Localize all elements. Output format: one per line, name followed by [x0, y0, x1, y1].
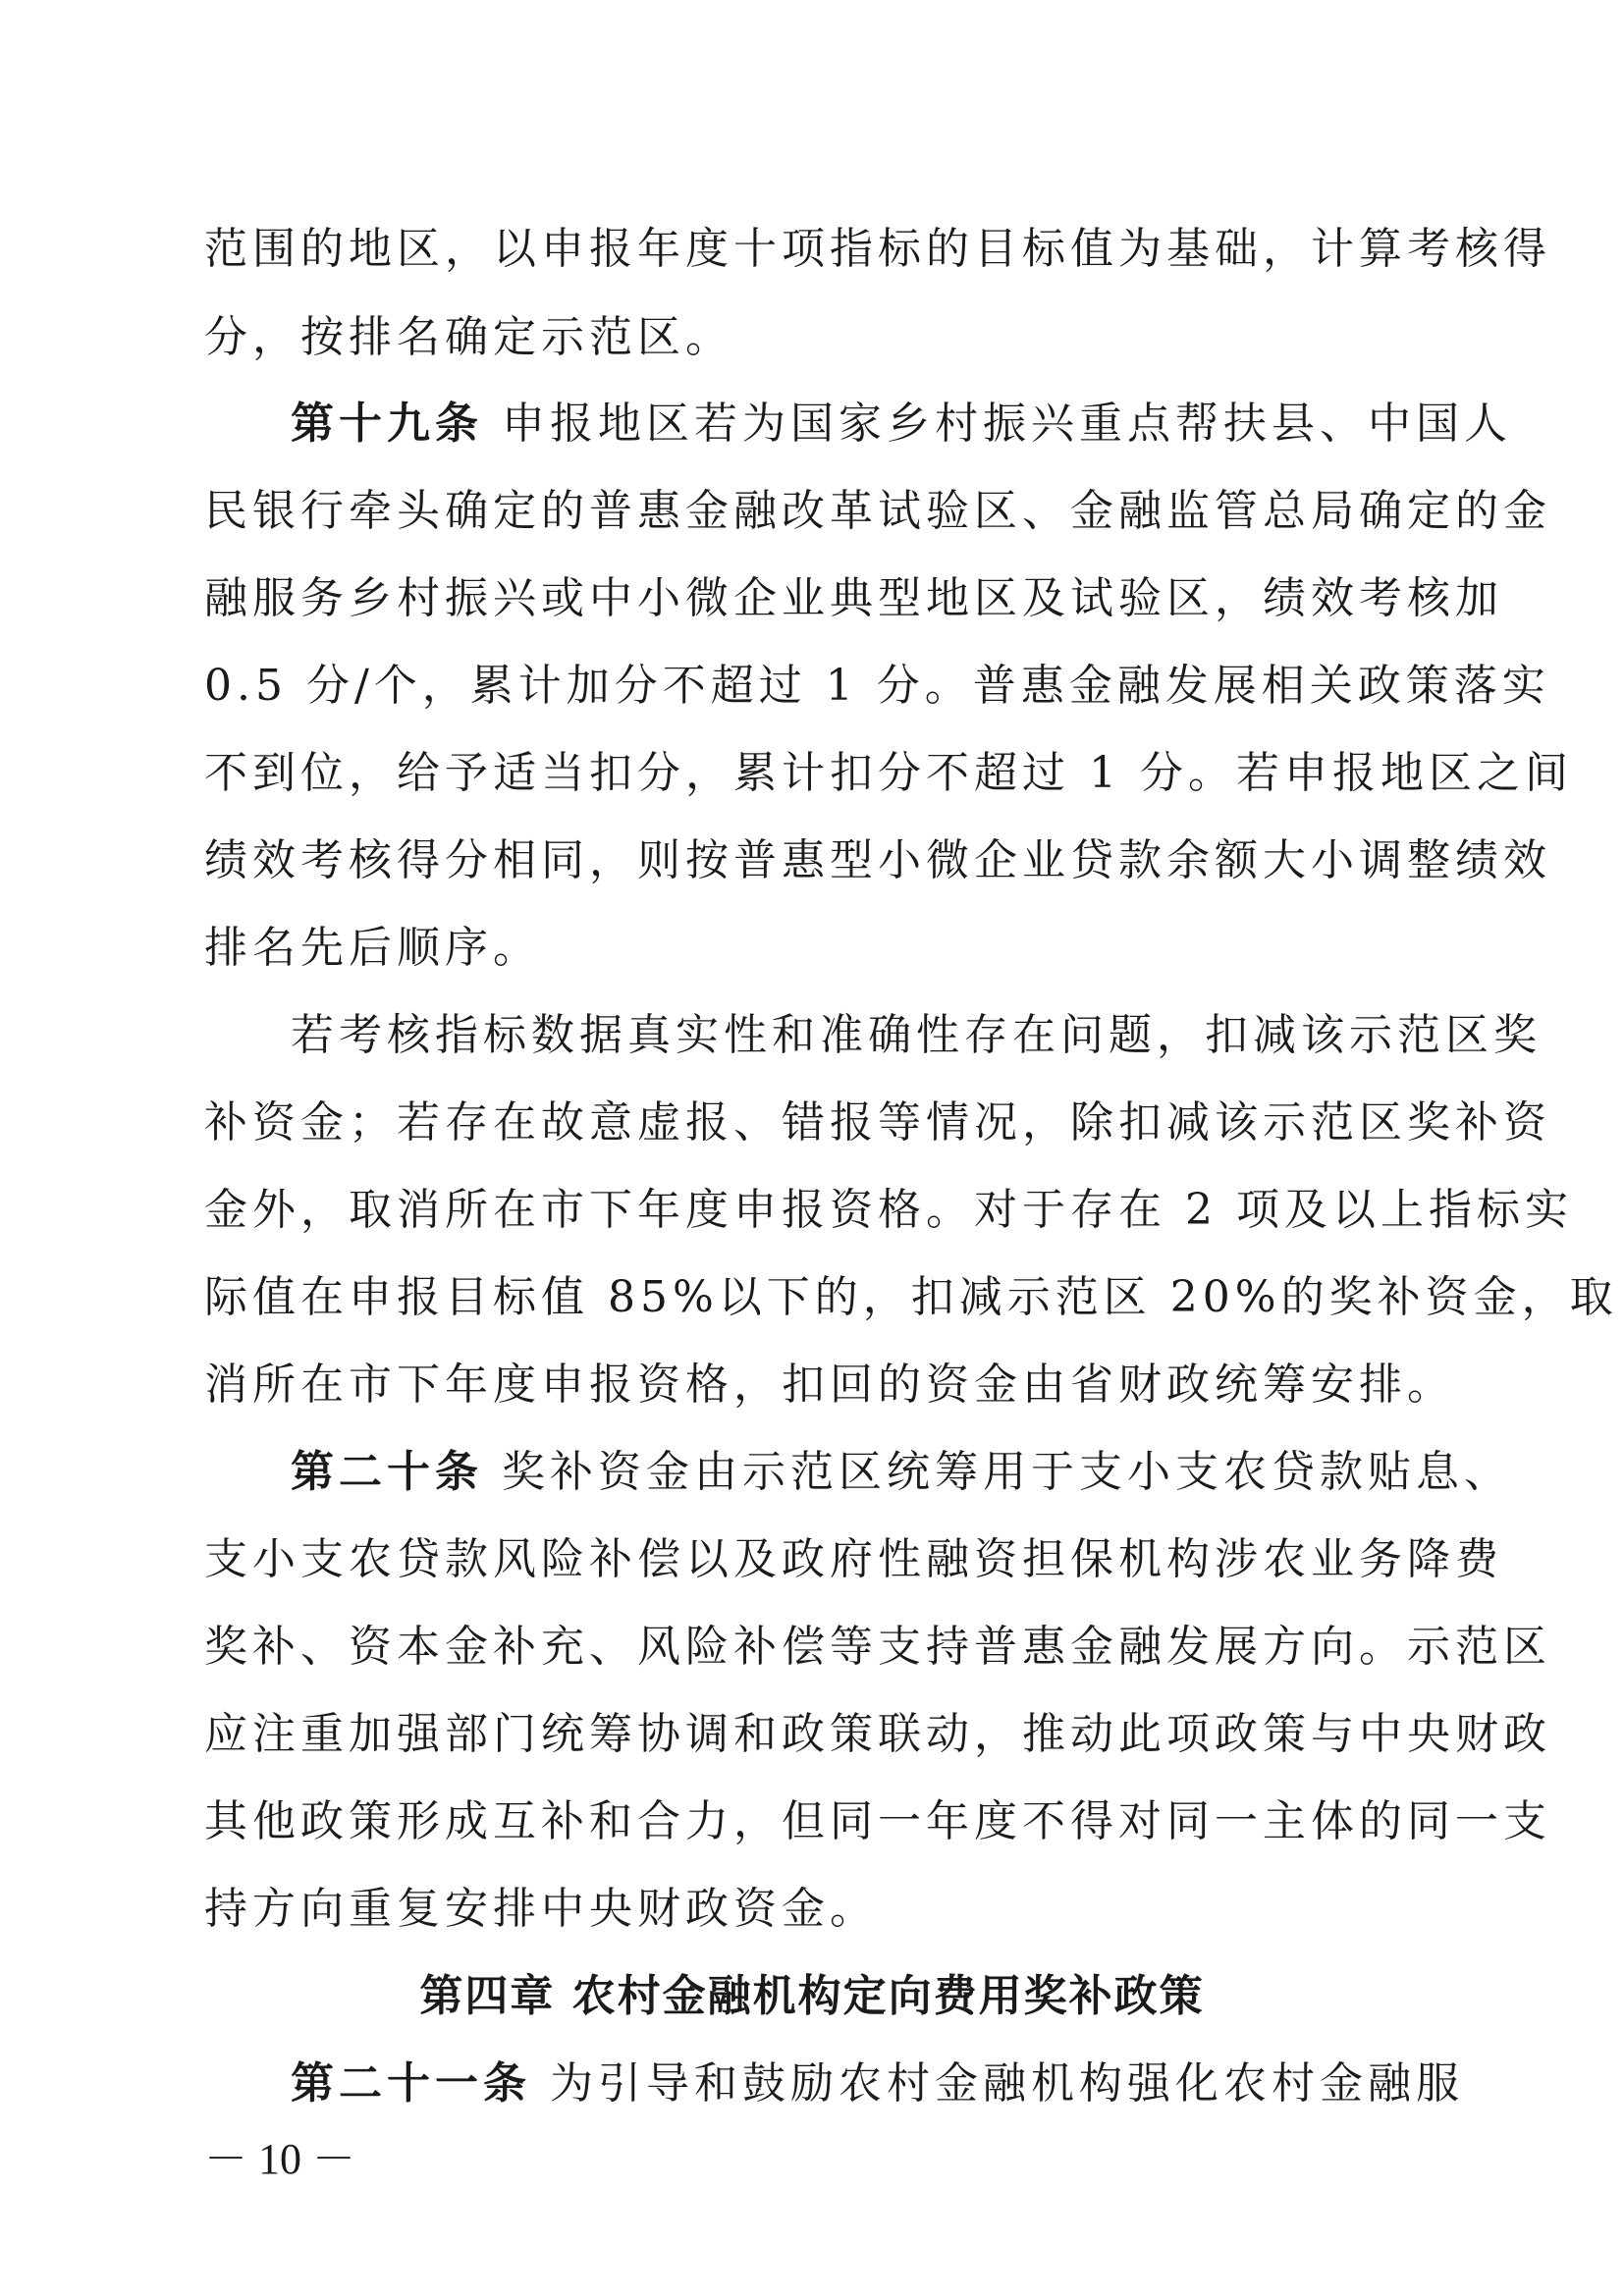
text-line: 不到位，给予适当扣分，累计扣分不超过 1 分。若申报地区之间: [204, 748, 1573, 798]
text-line: 补资金；若存在故意虚报、错报等情况，除扣减该示范区奖补资: [204, 1097, 1551, 1148]
article-20-first-line: [291, 1447, 1512, 1497]
article-heading: 第二十一条: [291, 2058, 531, 2109]
text-line: 应注重加强部门统筹协调和政策联动，推动此项政策与中央财政: [204, 1709, 1551, 1759]
text-line: 民银行牵头确定的普惠金融改革试验区、金融监管总局确定的金: [204, 486, 1551, 536]
text-line: 支小支农贷款风险补偿以及政府性融资担保机构涉农业务降费: [204, 1534, 1503, 1584]
text-line: 其他政策形成互补和合力，但同一年度不得对同一主体的同一支: [204, 1796, 1551, 1846]
article-heading: 第十九条: [291, 399, 483, 449]
text-line: 若考核指标数据真实性和准确性存在问题，扣减该示范区奖: [291, 1010, 1542, 1060]
article-19-first-line: [291, 399, 1512, 449]
text-line: 范围的地区，以申报年度十项指标的目标值为基础，计算考核得: [204, 224, 1551, 274]
text-fragment: 申报地区若为国家乡村振兴重点帮扶县、中国人: [502, 399, 1512, 449]
text-line: 0.5 分/个，累计加分不超过 1 分。普惠金融发展相关政策落实: [204, 661, 1550, 711]
text-line: 消所在市下年度申报资格，扣回的资金由省财政统筹安排。: [204, 1360, 1455, 1410]
text-line: 绩效考核得分相同，则按普惠型小微企业贷款余额大小调整绩效: [204, 835, 1551, 885]
text-line: 金外，取消所在市下年度申报资格。对于存在 2 项及以上指标实: [204, 1185, 1573, 1235]
text-line: 排名先后顺序。: [204, 923, 541, 973]
chapter-heading: 第四章 农村金融机构定向费用奖补政策: [419, 1971, 1205, 2021]
page-number: － 10 －: [204, 2135, 355, 2183]
text-fragment: 为引导和鼓励农村金融机构强化农村金融服: [550, 2058, 1464, 2109]
article-heading: 第二十条: [291, 1447, 483, 1497]
article-21-first-line: [291, 2058, 1508, 2109]
text-line: 际值在申报目标值 85%以下的，扣减示范区 20%的奖补资金，取: [204, 1272, 1618, 1322]
text-line: 分，按排名确定示范区。: [204, 312, 733, 362]
text-fragment: 奖补资金由示范区统筹用于支小支农贷款贴息、: [502, 1447, 1512, 1497]
text-line: 持方向重复安排中央财政资金。: [204, 1884, 878, 1934]
text-line: 奖补、资本金补充、风险补偿等支持普惠金融发展方向。示范区: [204, 1622, 1551, 1672]
text-line: 融服务乡村振兴或中小微企业典型地区及试验区，绩效考核加: [204, 573, 1503, 623]
